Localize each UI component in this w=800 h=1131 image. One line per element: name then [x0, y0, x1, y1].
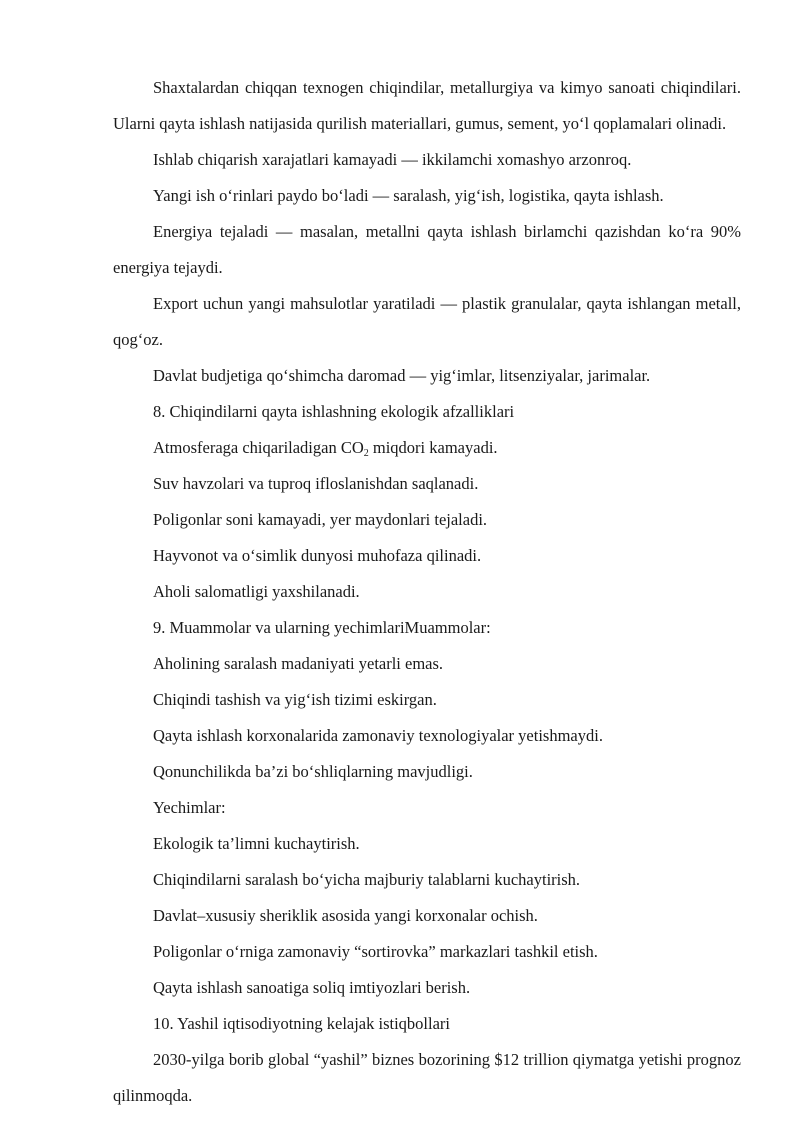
paragraph-solution-centers: Poligonlar o‘rniga zamonaviy “sortirovka” markazlari tashkil etish. [153, 942, 598, 961]
subheading-solutions: Yechimlar: [153, 798, 226, 817]
co2-subscript: 2 [363, 448, 369, 459]
paragraph-energy: Energiya tejaladi — masalan, metallni qayta ishlash birlamchi qazishdan ko‘ra 90% energiya tejaydi. [113, 222, 741, 277]
paragraph-forecast: 2030-yilga borib global “yashil” biznes bozorining $12 trillion qiymatga yetishi prognoz qilinmoqda. [113, 1050, 741, 1105]
paragraph-health: Aholi salomatligi yaxshilanadi. [153, 582, 360, 601]
paragraph-budget: Davlat budjetiga qo‘shimcha daromad — yig‘imlar, litsenziyalar, jarimalar. [153, 366, 651, 385]
paragraph-jobs: Yangi ish o‘rinlari paydo bo‘ladi — saralash, yig‘ish, logistika, qayta ishlash. [153, 186, 664, 205]
paragraph-export: Export uchun yangi mahsulotlar yaratiladi — plastik granulalar, qayta ishlangan metall, qog‘oz. [113, 294, 741, 349]
paragraph-problem-transport: Chiqindi tashish va yig‘ish tizimi eskirgan. [153, 690, 437, 709]
paragraph-industrial-waste: Shaxtalardan chiqqan texnogen chiqindilar, metallurgiya va kimyo sanoati chiqindilari. Ularni qayta ishlash natijasida qurilish materiallari, gumus, sement, yo‘l qoplamalari olinadi. [113, 78, 741, 133]
paragraph-co2 [113, 430, 741, 466]
paragraph-problem-culture: Aholining saralash madaniyati yetarli emas. [153, 654, 444, 673]
section-heading-9: 9. Muammolar va ularning yechimlariMuammolar: [153, 618, 491, 637]
paragraph-solution-partnership: Davlat–xususiy sheriklik asosida yangi korxonalar ochish. [153, 906, 538, 925]
paragraph-water: Suv havzolari va tuproq ifloslanishdan saqlanadi. [153, 474, 479, 493]
paragraph-wildlife: Hayvonot va o‘simlik dunyosi muhofaza qilinadi. [153, 546, 482, 565]
paragraph-solution-sorting: Chiqindilarni saralash bo‘yicha majburiy talablarni kuchaytirish. [153, 870, 581, 889]
co2-text-pre: Atmosferaga chiqariladigan CO [153, 438, 364, 457]
co2-text-post: miqdori kamayadi. [368, 438, 498, 457]
paragraph-problem-technology: Qayta ishlash korxonalarida zamonaviy texnologiyalar yetishmaydi. [153, 726, 603, 745]
section-heading-8: 8. Chiqindilarni qayta ishlashning ekologik afzalliklari [153, 402, 515, 421]
paragraph-costs: Ishlab chiqarish xarajatlari kamayadi — ikkilamchi xomashyo arzonroq. [153, 150, 632, 169]
document-page [113, 70, 741, 1114]
paragraph-problem-legislation: Qonunchilikda ba’zi bo‘shliqlarning mavjudligi. [153, 762, 473, 781]
paragraph-solution-education: Ekologik ta’limni kuchaytirish. [153, 834, 360, 853]
section-heading-10: 10. Yashil iqtisodiyotning kelajak istiqbollari [153, 1014, 450, 1033]
paragraph-landfills: Poligonlar soni kamayadi, yer maydonlari tejaladi. [153, 510, 488, 529]
paragraph-solution-tax: Qayta ishlash sanoatiga soliq imtiyozlari berish. [153, 978, 471, 997]
